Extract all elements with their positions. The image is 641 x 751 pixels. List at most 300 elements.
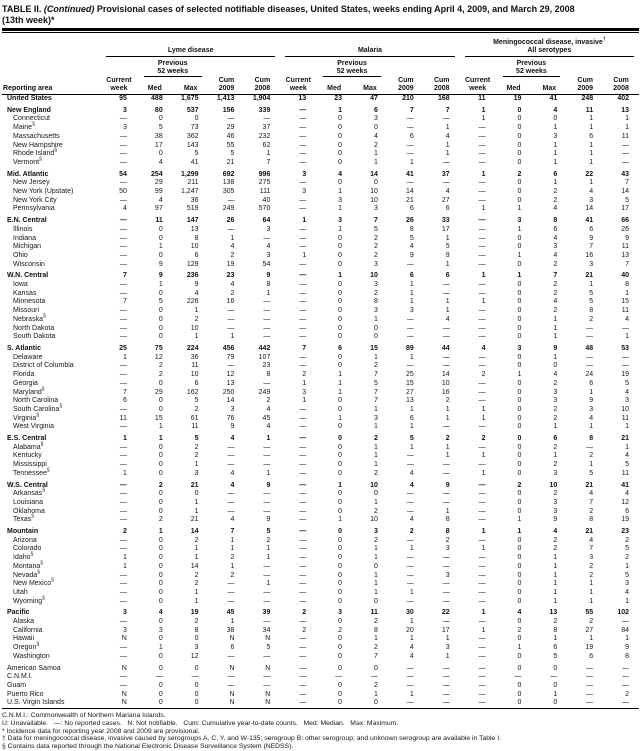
value-cell: — — [299, 362, 307, 370]
reporting-area-cell: Georgia — [13, 379, 38, 387]
reporting-area-cell: Montana§ — [13, 560, 44, 570]
value-cell: — — [119, 132, 127, 140]
value-cell: 0 — [338, 115, 343, 123]
value-cell: 10 — [441, 379, 450, 387]
value-cell: N — [121, 635, 127, 643]
value-cell: 5 — [625, 379, 629, 387]
value-cell: 11 — [585, 106, 594, 114]
value-cell: — — [227, 652, 235, 660]
value-cell: 0 — [517, 150, 522, 158]
value-cell: 0 — [158, 652, 163, 660]
header-columns-row — [2, 77, 639, 95]
table-row — [2, 150, 639, 159]
value-cell: — — [227, 452, 235, 460]
value-cell: 7 — [266, 158, 271, 166]
table-title-text: Provisional cases of selected notifiable diseases, United States, weeks ending April 4, 2009, and March 29, 2008 — [94, 4, 575, 14]
value-cell: 1 — [625, 124, 629, 132]
value-cell: 3 — [589, 260, 594, 268]
value-cell: 7 — [374, 217, 378, 225]
table-row — [2, 159, 639, 168]
value-cell: 2 — [122, 528, 127, 536]
value-cell: 0 — [517, 423, 522, 431]
value-cell: — — [478, 664, 486, 672]
value-cell: 1 — [553, 562, 558, 570]
value-cell: — — [227, 498, 235, 506]
value-cell: 16 — [585, 251, 594, 259]
value-cell: 1 — [481, 452, 486, 460]
value-cell: — — [478, 490, 486, 498]
value-cell: 40 — [621, 272, 629, 280]
reporting-area-cell: C.N.M.I. — [7, 673, 33, 681]
value-cell: — — [442, 682, 450, 689]
table-row — [2, 673, 639, 682]
value-cell: 3 — [374, 205, 378, 213]
footnotes — [2, 709, 639, 751]
value-cell: 66 — [621, 217, 629, 225]
value-cell: 2 — [158, 481, 163, 489]
value-cell: — — [299, 272, 307, 280]
value-cell: 2 — [625, 690, 629, 698]
value-cell: 1 — [481, 106, 486, 114]
value-cell: 1 — [481, 528, 486, 536]
value-cell: 0 — [158, 461, 163, 469]
value-cell: 21 — [190, 481, 199, 489]
column-group-label — [106, 47, 275, 57]
value-cell: 0 — [338, 498, 343, 506]
value-cell: 1 — [194, 307, 199, 315]
value-cell: 1 — [445, 124, 450, 132]
value-cell: — — [227, 597, 235, 605]
value-cell: — — [406, 324, 414, 332]
reporting-area-cell: Florida — [13, 371, 35, 379]
value-cell: 0 — [338, 298, 343, 306]
value-cell: 1 — [589, 461, 594, 469]
value-cell: 0 — [338, 635, 343, 643]
reporting-area-cell: New Mexico§ — [13, 577, 54, 588]
value-cell: 1 — [517, 516, 522, 524]
footnote-line: * Incidence data for reporting year 2008 and 2009 are provisional. — [2, 727, 200, 735]
value-cell: 10 — [370, 196, 378, 204]
value-cell: 0 — [338, 545, 343, 553]
reporting-area-cell: South Carolina§ — [13, 403, 63, 413]
value-cell: 1 — [445, 443, 450, 451]
value-cell: 0 — [338, 618, 343, 626]
value-cell: 1 — [445, 307, 450, 315]
value-cell: 1 — [445, 234, 450, 242]
value-cell: 2 — [338, 626, 343, 634]
value-cell: 8 — [625, 652, 629, 660]
value-cell: 1 — [625, 635, 629, 643]
value-cell: — — [299, 516, 307, 524]
value-cell: 4 — [230, 481, 235, 489]
table-row — [2, 235, 639, 244]
column-group-label — [285, 47, 454, 57]
value-cell: 0 — [517, 333, 522, 341]
value-cell: 2 — [374, 243, 378, 251]
value-cell: 10 — [370, 272, 378, 280]
value-cell: 1 — [302, 217, 307, 225]
value-cell: 0 — [517, 652, 522, 660]
value-cell: — — [299, 289, 307, 297]
value-cell: 0 — [338, 682, 343, 689]
reporting-area-cell: Puerto Rico — [7, 690, 44, 698]
value-cell: 4 — [409, 481, 414, 489]
previous-line: Previous — [157, 60, 188, 67]
value-cell: 19 — [585, 644, 594, 652]
value-cell: — — [119, 281, 127, 289]
value-cell: 1 — [553, 124, 558, 132]
value-cell: 488 — [151, 95, 163, 102]
value-cell: 1 — [481, 298, 486, 306]
value-cell: 0 — [517, 196, 522, 204]
value-cell: — — [514, 673, 522, 681]
value-cell: 0 — [158, 597, 163, 605]
value-cell: — — [299, 324, 307, 332]
value-cell: 6 — [445, 205, 450, 213]
value-cell: 21 — [621, 435, 629, 443]
value-cell: — — [478, 234, 486, 242]
value-cell: 0 — [158, 588, 163, 596]
value-cell: 1 — [553, 588, 558, 596]
table-row — [2, 325, 639, 334]
value-cell: 23 — [226, 272, 235, 280]
value-cell: — — [406, 124, 414, 132]
table-row — [2, 618, 639, 627]
value-cell: — — [622, 324, 629, 332]
value-cell: 362 — [186, 132, 199, 140]
value-cell: 1 — [122, 554, 127, 562]
value-cell: 1 — [409, 618, 414, 626]
value-cell: 1 — [517, 528, 522, 536]
value-cell: 1 — [338, 388, 343, 396]
value-cell: — — [119, 243, 127, 251]
value-cell: — — [622, 699, 629, 707]
value-cell: — — [586, 362, 594, 370]
value-cell: — — [299, 673, 307, 681]
reporting-area-cell: Guam — [7, 682, 27, 689]
value-cell: 11 — [191, 423, 199, 431]
value-cell: 248 — [581, 95, 594, 102]
value-cell: 2 — [445, 435, 450, 443]
value-cell: 5 — [409, 435, 414, 443]
reporting-area-cell: E.N. Central — [7, 217, 47, 225]
value-cell: 2 — [553, 188, 558, 196]
table-row — [2, 243, 639, 252]
value-cell: 79 — [226, 353, 235, 361]
header-spacer — [244, 57, 280, 77]
value-cell: 4 — [589, 414, 594, 422]
value-cell: 19 — [226, 260, 235, 268]
value-cell: 2 — [302, 371, 307, 379]
value-cell: 1 — [374, 690, 378, 698]
value-cell: 9 — [194, 281, 199, 289]
value-cell: 4 — [553, 106, 558, 114]
value-cell: 12 — [154, 353, 163, 361]
value-cell: 75 — [154, 344, 163, 352]
value-cell: — — [119, 461, 127, 469]
value-cell: — — [119, 536, 127, 544]
value-cell: 3 — [517, 217, 522, 225]
value-cell: 0 — [158, 225, 163, 233]
value-cell: 4 — [194, 289, 199, 297]
value-cell: 5 — [158, 298, 163, 306]
value-cell: 1 — [302, 379, 307, 387]
reporting-area-cell: Vermont§ — [13, 156, 42, 166]
value-cell: 1 — [230, 562, 235, 570]
value-cell: — — [442, 618, 450, 626]
value-cell: 1 — [374, 588, 378, 596]
value-cell: 9 — [553, 344, 558, 352]
value-cell: 2 — [194, 443, 199, 451]
reporting-area-cell: Louisiana — [13, 498, 43, 506]
reporting-area-cell: North Carolina — [13, 397, 59, 405]
value-cell: 15 — [405, 379, 414, 387]
value-cell: 249 — [222, 205, 235, 213]
value-cell: 0 — [158, 379, 163, 387]
value-cell: — — [478, 362, 486, 370]
value-cell: 0 — [517, 536, 522, 544]
value-cell: — — [478, 588, 486, 596]
value-cell: 0 — [338, 333, 343, 341]
value-cell: 4 — [625, 588, 629, 596]
value-cell: 39 — [262, 609, 271, 617]
value-cell: 1 — [589, 588, 594, 596]
value-cell: 1 — [589, 141, 594, 149]
value-cell: 26 — [405, 217, 414, 225]
value-cell: 0 — [158, 635, 163, 643]
value-cell: 14 — [405, 188, 414, 196]
value-cell: 0 — [338, 580, 343, 588]
value-cell: 7 — [589, 545, 594, 553]
value-cell: 6 — [589, 225, 594, 233]
value-cell: 21 — [585, 481, 594, 489]
previous-52-weeks-header — [496, 57, 568, 77]
value-cell: 0 — [517, 188, 522, 196]
value-cell: — — [478, 644, 486, 652]
value-cell: — — [299, 507, 307, 515]
value-cell: — — [119, 405, 127, 413]
value-cell: — — [299, 179, 307, 187]
value-cell: — — [478, 260, 486, 268]
value-cell: — — [335, 673, 343, 681]
column-group-1 — [101, 36, 280, 57]
value-cell: 25 — [405, 371, 414, 379]
value-cell: 0 — [338, 397, 343, 405]
value-cell: 9 — [158, 272, 163, 280]
value-cell: — — [299, 260, 307, 268]
value-cell: 4 — [553, 251, 558, 259]
value-cell: 0 — [194, 690, 199, 698]
value-cell: 2 — [302, 609, 307, 617]
value-cell: 0 — [194, 682, 199, 689]
value-cell: 1 — [589, 388, 594, 396]
value-cell: — — [299, 298, 307, 306]
value-cell: — — [299, 414, 307, 422]
value-cell: 1 — [230, 333, 235, 341]
value-cell: 6 — [553, 435, 558, 443]
value-cell: — — [622, 682, 629, 689]
reporting-area-cell: Virginia§ — [13, 412, 39, 422]
value-cell: 4 — [409, 652, 414, 660]
value-cell: 2 — [625, 536, 629, 544]
value-cell: 3 — [553, 507, 558, 515]
value-cell: — — [119, 597, 127, 605]
table-row — [2, 545, 639, 554]
value-cell: — — [227, 490, 235, 498]
value-cell: 1 — [589, 158, 594, 166]
table-row — [2, 281, 639, 290]
value-cell: 3 — [625, 580, 629, 588]
value-cell: 8 — [266, 371, 271, 379]
value-cell: 2 — [517, 481, 522, 489]
value-cell: 5 — [625, 196, 629, 204]
table-row — [2, 699, 639, 708]
table-row — [2, 563, 639, 572]
value-cell: 2 — [589, 452, 594, 460]
value-cell: 1 — [194, 554, 199, 562]
value-cell: 1 — [481, 272, 486, 280]
section-footnote-mark: § — [36, 641, 40, 648]
reporting-area-cell: New England — [7, 106, 51, 114]
value-cell: 47 — [370, 95, 378, 102]
table-row — [2, 598, 639, 607]
value-cell: — — [119, 580, 127, 588]
value-cell: 0 — [517, 545, 522, 553]
table-row — [2, 516, 639, 525]
value-cell: 1 — [553, 423, 558, 431]
value-cell: 6 — [553, 225, 558, 233]
value-cell: 4 — [230, 435, 235, 443]
value-cell: 4 — [553, 234, 558, 242]
value-cell: 0 — [517, 141, 522, 149]
table-row — [2, 572, 639, 581]
value-cell: 27 — [585, 626, 594, 634]
value-cell: — — [406, 115, 414, 123]
value-cell: 0 — [338, 461, 343, 469]
value-cell: 1 — [589, 580, 594, 588]
value-cell: — — [586, 333, 594, 341]
value-cell: 1 — [409, 545, 414, 553]
value-cell: 3 — [338, 609, 343, 617]
table-row — [2, 371, 639, 380]
value-cell: 1 — [409, 405, 414, 413]
value-cell: — — [478, 333, 486, 341]
value-cell: 1 — [194, 333, 199, 341]
value-cell: 224 — [186, 344, 199, 352]
value-cell: 0 — [517, 124, 522, 132]
value-cell: 0 — [517, 635, 522, 643]
reporting-area-cell: United States — [7, 95, 52, 102]
value-cell: — — [119, 379, 127, 387]
value-cell: 2 — [266, 536, 271, 544]
value-cell: — — [406, 150, 414, 158]
column-header-max: Max — [531, 77, 567, 95]
value-cell: — — [622, 141, 629, 149]
header-previous-row — [2, 57, 639, 77]
value-cell: 1 — [338, 225, 343, 233]
table-row — [2, 415, 639, 424]
value-cell: 4 — [409, 243, 414, 251]
table-row — [2, 115, 639, 124]
value-cell: 0 — [158, 682, 163, 689]
value-cell: 2 — [158, 516, 163, 524]
table-row — [2, 461, 639, 470]
value-cell: 1 — [374, 580, 378, 588]
value-cell: 1 — [625, 115, 629, 123]
value-cell: — — [227, 682, 235, 689]
value-cell: 2 — [374, 362, 378, 370]
value-cell: 4 — [158, 196, 163, 204]
value-cell: 0 — [517, 414, 522, 422]
value-cell: 9 — [158, 260, 163, 268]
value-cell: 107 — [258, 353, 271, 361]
previous-line: 52 weeks — [516, 67, 547, 75]
value-cell: — — [299, 225, 307, 233]
value-cell: 1 — [266, 554, 271, 562]
value-cell: — — [299, 562, 307, 570]
value-cell: 1,299 — [181, 170, 199, 178]
value-cell: — — [478, 397, 486, 405]
value-cell: — — [478, 562, 486, 570]
value-cell: 7 — [445, 106, 450, 114]
value-cell: — — [119, 251, 127, 259]
reporting-area-cell: Oklahoma — [13, 507, 45, 515]
value-cell: 2 — [194, 571, 199, 579]
value-cell: 1 — [517, 251, 522, 259]
value-cell: 0 — [338, 435, 343, 443]
value-cell: 0 — [338, 307, 343, 315]
value-cell: 14 — [621, 188, 629, 196]
value-cell: 7 — [122, 272, 127, 280]
value-cell: — — [442, 562, 450, 570]
value-cell: 5 — [194, 397, 199, 405]
value-cell: 27 — [405, 388, 414, 396]
table-row — [2, 179, 639, 188]
value-cell: — — [299, 243, 307, 251]
value-cell: 12 — [190, 652, 199, 660]
title-rule-light — [2, 32, 639, 33]
value-cell: — — [119, 682, 127, 689]
value-cell: 1 — [553, 141, 558, 149]
value-cell: 1 — [338, 371, 343, 379]
value-cell: 537 — [186, 106, 199, 114]
section-footnote-mark: § — [40, 441, 44, 448]
value-cell: 7 — [302, 344, 307, 352]
value-cell: 0 — [338, 315, 343, 323]
table-row — [2, 104, 639, 116]
value-cell: 9 — [625, 644, 629, 652]
value-cell: 1 — [194, 588, 199, 596]
value-cell: — — [263, 588, 271, 596]
table-row — [2, 537, 639, 546]
value-cell: — — [263, 315, 271, 323]
value-cell: 0 — [338, 452, 343, 460]
value-cell: — — [263, 490, 271, 498]
value-cell: 1 — [553, 554, 558, 562]
value-cell: 30 — [405, 609, 414, 617]
value-cell: 3 — [374, 414, 378, 422]
value-cell: 143 — [186, 141, 199, 149]
value-cell: 996 — [258, 170, 271, 178]
value-cell: 1 — [266, 289, 271, 297]
value-cell: — — [478, 289, 486, 297]
value-cell: — — [299, 498, 307, 506]
value-cell: 23 — [334, 95, 343, 102]
value-cell: — — [478, 507, 486, 515]
reporting-area-cell: Missouri — [13, 307, 40, 315]
value-cell: 3 — [302, 388, 307, 396]
value-cell: 8 — [374, 298, 378, 306]
